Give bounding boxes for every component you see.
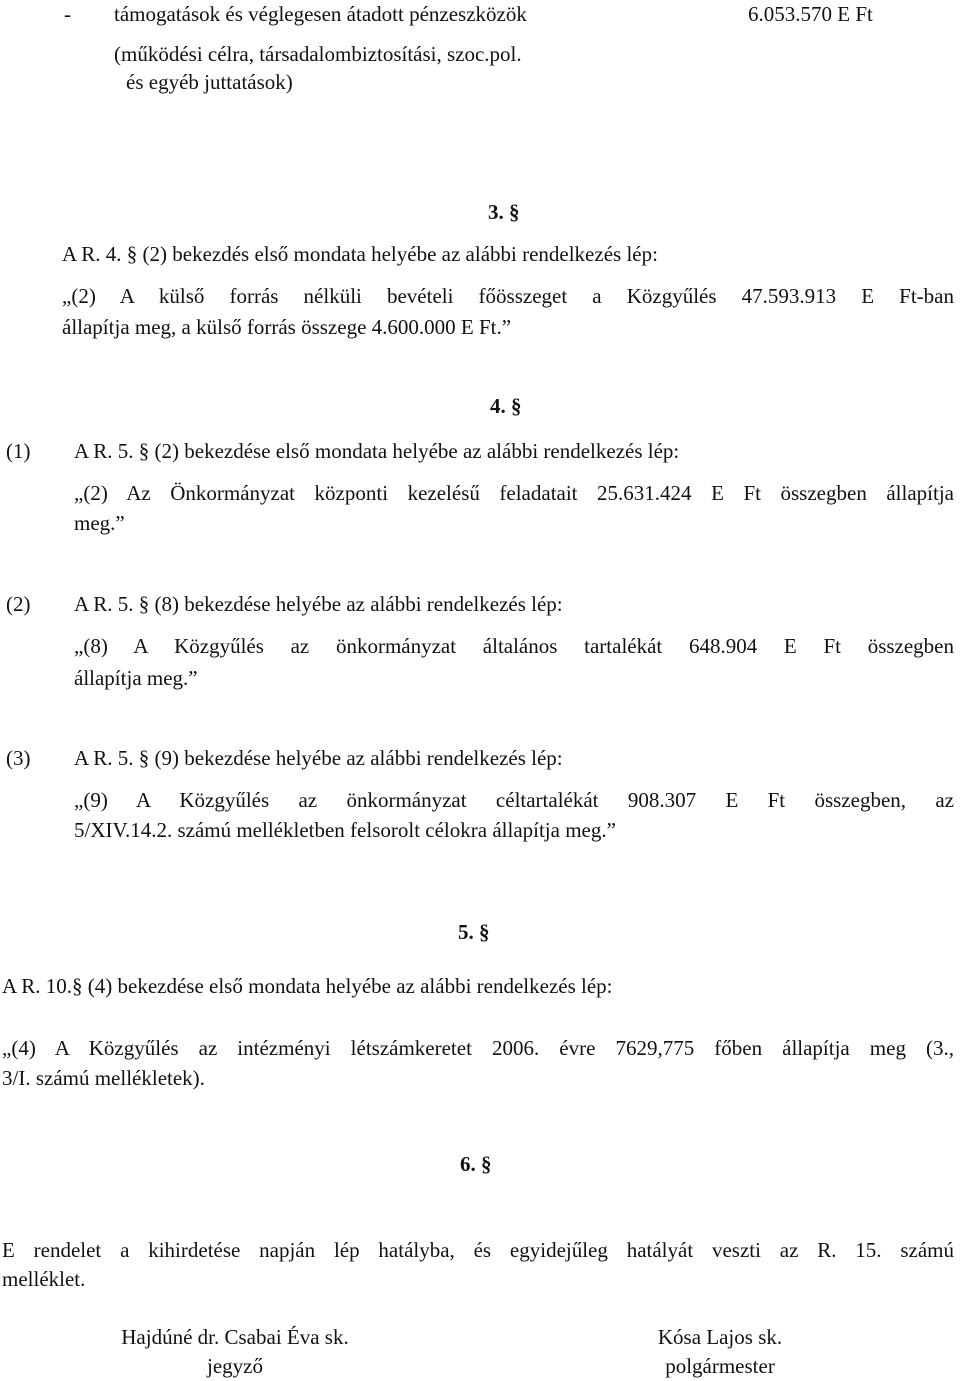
section-5-heading: 5. §: [458, 920, 490, 944]
section-3-intro: A R. 4. § (2) bekezdés első mondata helyébe az alábbi rendelkezés lép:: [62, 242, 658, 266]
section-5-quote-line2: 3/I. számú mellékletek).: [2, 1066, 205, 1090]
section-4-p1-quote: [74, 479, 954, 507]
signature-left-title: jegyző: [207, 1354, 263, 1378]
section-6-text: [2, 1236, 954, 1264]
section-4-p2-quote: [74, 632, 954, 660]
signature-right-title: polgármester: [665, 1354, 775, 1378]
section-4-p3-intro: A R. 5. § (9) bekezdése helyébe az alábbi rendelkezés lép:: [74, 746, 563, 770]
section-6-text-line1: E rendelet a kihirdetése napján lép hatályba, és egyidejűleg hatályát veszti az R. 15. számú: [2, 1238, 954, 1262]
list-item-amount: 6.053.570 E Ft: [748, 2, 873, 26]
section-5-intro: A R. 10.§ (4) bekezdése első mondata helyébe az alábbi rendelkezés lép:: [2, 974, 613, 998]
section-4-p3-quote-line2: 5/XIV.14.2. számú mellékletben felsorolt célokra állapítja meg.”: [74, 818, 616, 842]
section-4-p1-number: (1): [6, 439, 31, 463]
section-4-p1-intro: A R. 5. § (2) bekezdése első mondata helyébe az alábbi rendelkezés lép:: [74, 439, 680, 463]
list-item-sub1: (működési célra, társadalombiztosítási, szoc.pol.: [114, 42, 522, 66]
section-5-quote: [2, 1034, 954, 1062]
section-4-p1-quote-line2: meg.”: [74, 511, 125, 535]
section-4-p3-number: (3): [6, 746, 31, 770]
section-3-heading: 3. §: [488, 200, 520, 224]
section-4-heading: 4. §: [490, 394, 522, 418]
section-6-text-line2: melléklet.: [2, 1267, 86, 1291]
section-4-p2-quote-line2: állapítja meg.”: [74, 666, 198, 690]
list-dash: -: [64, 2, 71, 26]
section-3-quote-line1: „(2) A külső forrás nélküli bevételi főösszeget a Közgyűlés 47.593.913 E Ft-ban: [62, 284, 954, 308]
section-4-p3-quote: [74, 786, 954, 814]
section-3-quote: [62, 282, 954, 310]
section-6-heading: 6. §: [460, 1152, 492, 1176]
list-item-text: támogatások és véglegesen átadott pénzeszközök: [114, 2, 527, 26]
list-item-sub2: és egyéb juttatások): [126, 70, 293, 94]
section-4-p2-intro: A R. 5. § (8) bekezdése helyébe az alábbi rendelkezés lép:: [74, 592, 563, 616]
section-4-p2-quote-line1: „(8) A Közgyűlés az önkormányzat általános tartalékát 648.904 E Ft összegben: [74, 634, 954, 658]
section-5-quote-line1: „(4) A Közgyűlés az intézményi létszámkeretet 2006. évre 7629,775 főben állapítja meg (3.,: [2, 1036, 954, 1060]
section-3-quote-line2: állapítja meg, a külső forrás összege 4.600.000 E Ft.”: [62, 315, 512, 339]
section-4-p1-quote-line1: „(2) Az Önkormányzat központi kezelésű feladatait 25.631.424 E Ft összegben állapítja: [74, 481, 954, 505]
section-4-p3-quote-line1: „(9) A Közgyűlés az önkormányzat céltartalékát 908.307 E Ft összegben, az: [74, 788, 954, 812]
section-4-p2-number: (2): [6, 592, 31, 616]
signature-right-name: Kósa Lajos sk.: [657, 1325, 783, 1349]
signature-left-name: Hajdúné dr. Csabai Éva sk.: [121, 1325, 349, 1349]
